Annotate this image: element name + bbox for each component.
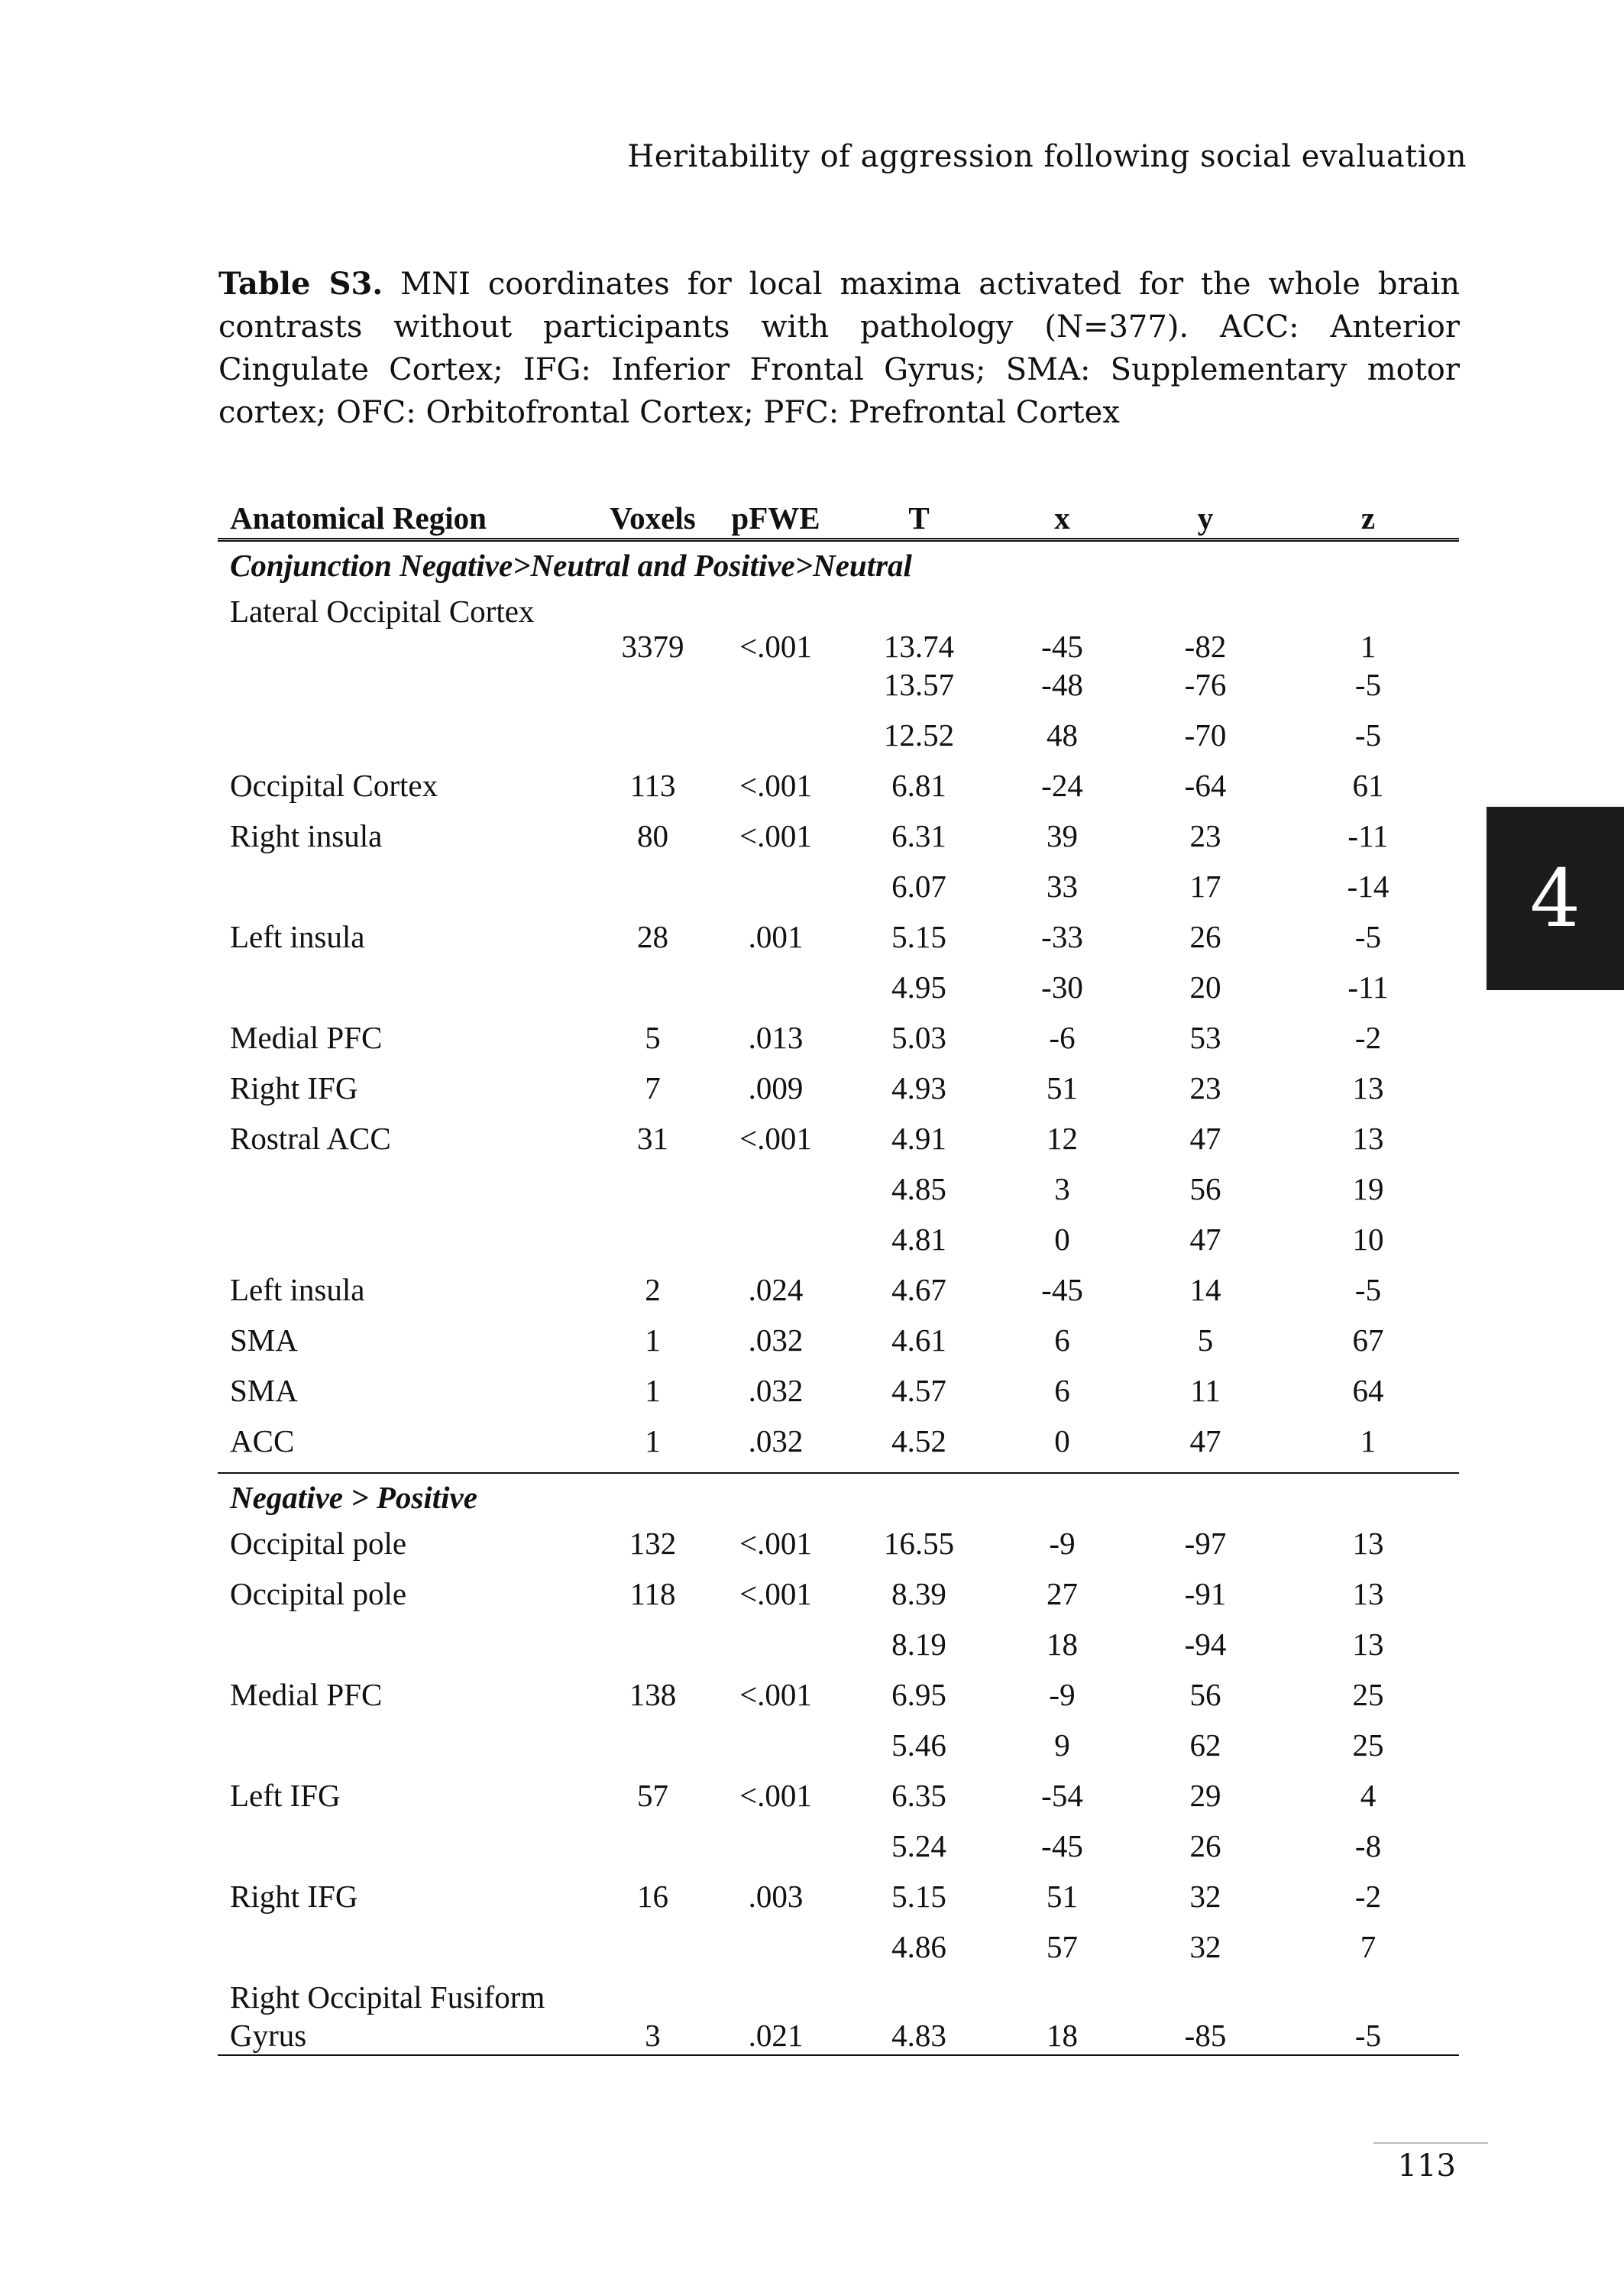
cell-voxels xyxy=(601,1625,704,1675)
cell-x: 6 xyxy=(1054,1373,1070,1408)
cell-pfwe xyxy=(704,1625,847,1675)
header-voxels: Voxels xyxy=(601,489,704,540)
header-pfwe: pFWE xyxy=(704,489,847,540)
cell-x: -9 xyxy=(1049,1526,1076,1561)
footer-rule xyxy=(1373,2142,1488,2144)
cell-x: 12 xyxy=(1047,1121,1078,1156)
cell-t: 8.39 xyxy=(891,1576,946,1611)
cell-y: -94 xyxy=(1184,1627,1227,1662)
table-row xyxy=(218,592,1459,665)
cell-voxels: 1 xyxy=(601,1422,704,1473)
header-t: T xyxy=(847,489,991,540)
cell-voxels: 1 xyxy=(645,1373,661,1408)
cell-region: SMA xyxy=(230,1373,298,1408)
cell-y: 23 xyxy=(1189,1070,1221,1106)
header-z: z xyxy=(1277,489,1459,540)
cell-region: Right insula xyxy=(230,818,383,853)
cell-region xyxy=(218,1928,601,1978)
cell-y: 32 xyxy=(1189,1879,1221,1914)
table-row xyxy=(218,1928,1459,1978)
cell-y: 23 xyxy=(1189,818,1221,853)
cell-x: -48 xyxy=(1041,667,1083,702)
cell-t: 4.95 xyxy=(891,970,946,1005)
table-row xyxy=(218,1170,1459,1220)
cell-y: 26 xyxy=(1189,1828,1221,1863)
cell-y: -64 xyxy=(1184,768,1227,803)
cell-voxels: 57 xyxy=(637,1778,668,1813)
cell-region xyxy=(218,968,601,1018)
cell-z: 13 xyxy=(1352,1070,1384,1106)
cell-region: Left insula xyxy=(230,919,365,954)
cell-t: 6.07 xyxy=(891,869,946,904)
cell-x: -24 xyxy=(1041,768,1083,803)
cell-voxels xyxy=(601,1726,704,1776)
cell-z: -2 xyxy=(1354,1020,1382,1055)
header-x: x xyxy=(991,489,1134,540)
cell-t: 4.93 xyxy=(891,1070,946,1106)
cell-pfwe: <.001 xyxy=(739,1778,812,1813)
cell-z: -11 xyxy=(1347,970,1389,1005)
cell-t: 5.03 xyxy=(891,1020,946,1055)
cell-region xyxy=(218,1726,601,1776)
cell-z: 4 xyxy=(1360,1778,1377,1813)
cell-y: 62 xyxy=(1189,1727,1221,1763)
table-row xyxy=(218,1069,1459,1119)
cell-y: 26 xyxy=(1189,919,1221,954)
cell-z: 61 xyxy=(1352,768,1384,803)
cell-t: 6.95 xyxy=(891,1677,946,1712)
cell-voxels xyxy=(601,1220,704,1271)
cell-t: 8.19 xyxy=(891,1627,946,1662)
table-row xyxy=(218,1018,1459,1069)
cell-t: 12.52 xyxy=(883,717,955,753)
cell-y: 53 xyxy=(1189,1020,1221,1055)
cell-x: 6 xyxy=(1054,1322,1070,1358)
table-row xyxy=(218,1321,1459,1371)
cell-pfwe: .021 xyxy=(704,1978,847,2055)
cell-t: 13.57 xyxy=(883,667,955,702)
cell-pfwe: <.001 xyxy=(739,1576,812,1611)
cell-voxels xyxy=(601,1928,704,1978)
cell-y: -91 xyxy=(1184,1576,1227,1611)
cell-x: 51 xyxy=(1047,1879,1078,1914)
cell-x: 27 xyxy=(1047,1576,1078,1611)
cell-pfwe: .009 xyxy=(748,1070,804,1106)
cell-x: -45 xyxy=(1041,1828,1083,1863)
cell-x: 33 xyxy=(1047,869,1078,904)
cell-x: 3 xyxy=(1054,1171,1070,1206)
table-header-row xyxy=(218,489,1459,540)
cell-t: 4.61 xyxy=(891,1322,946,1358)
cell-y: 56 xyxy=(1189,1677,1221,1712)
cell-voxels: 2 xyxy=(645,1272,661,1307)
cell-z: 25 xyxy=(1352,1727,1384,1763)
section-title: Conjunction Negative>Neutral and Positive>Neutral xyxy=(230,548,912,583)
cell-voxels: 113 xyxy=(629,768,676,803)
cell-region: Occipital pole xyxy=(230,1576,407,1611)
header-anatomical-region: Anatomical Region xyxy=(218,489,601,540)
section-row xyxy=(218,540,1459,593)
cell-region: ACC xyxy=(218,1422,601,1473)
mni-coordinates-table xyxy=(218,489,1459,2056)
cell-x: 18 xyxy=(1047,1627,1078,1662)
cell-region: Medial PFC xyxy=(230,1020,383,1055)
cell-z: -11 xyxy=(1347,818,1389,853)
table-row xyxy=(218,1675,1459,1726)
cell-region: Occipital pole xyxy=(230,1526,407,1561)
cell-pfwe: <.001 xyxy=(739,1121,812,1156)
cell-x: 0 xyxy=(1054,1222,1070,1257)
cell-voxels: 1 xyxy=(645,1322,661,1358)
cell-y: 5 xyxy=(1197,1322,1214,1358)
caption-text: MNI coordinates for local maxima activated for the whole brain contrasts without participants with pathology (N=377). ACC: Anterior Cingulate Cortex; IFG: Inferior Frontal Gyrus; SMA: Supplementary motor cortex; OFC: Orbitofrontal Cortex; PFC: Prefrontal Cortex xyxy=(218,267,1460,430)
cell-y: 14 xyxy=(1189,1272,1221,1307)
cell-t: 6.31 xyxy=(891,818,946,853)
cell-pfwe xyxy=(704,665,847,716)
cell-pfwe: .032 xyxy=(748,1373,804,1408)
cell-t: 4.52 xyxy=(847,1422,991,1473)
table-row xyxy=(218,766,1459,817)
cell-y: 11 xyxy=(1190,1373,1221,1408)
cell-z: 10 xyxy=(1352,1222,1384,1257)
cell-pfwe: .001 xyxy=(748,919,804,954)
cell-z: -5 xyxy=(1277,1978,1459,2055)
table-row xyxy=(218,918,1459,968)
cell-x: -45 xyxy=(1041,629,1083,664)
cell-t: 4.67 xyxy=(891,1272,946,1307)
cell-z: 1 xyxy=(1277,1422,1459,1473)
cell-y: -97 xyxy=(1184,1526,1227,1561)
table-row xyxy=(218,1524,1459,1575)
cell-y: -85 xyxy=(1134,1978,1277,2055)
cell-x: 48 xyxy=(1047,717,1078,753)
cell-pfwe: <.001 xyxy=(739,1677,812,1712)
cell-pfwe xyxy=(704,968,847,1018)
table-row xyxy=(218,1422,1459,1473)
cell-y: -70 xyxy=(1184,717,1227,753)
cell-pfwe: .003 xyxy=(748,1879,804,1914)
cell-t: 5.15 xyxy=(891,919,946,954)
cell-x: -54 xyxy=(1041,1778,1083,1813)
cell-y: 20 xyxy=(1189,970,1221,1005)
table-body xyxy=(218,540,1459,2056)
cell-y: 47 xyxy=(1189,1222,1221,1257)
cell-t: 5.46 xyxy=(891,1727,946,1763)
cell-region: SMA xyxy=(230,1322,298,1358)
cell-t: 4.83 xyxy=(847,1978,991,2055)
cell-z: -2 xyxy=(1354,1879,1382,1914)
cell-z: 13 xyxy=(1352,1576,1384,1611)
cell-z: 25 xyxy=(1352,1677,1384,1712)
cell-region xyxy=(218,867,601,918)
cell-z: -14 xyxy=(1347,869,1389,904)
table-row xyxy=(218,716,1459,766)
cell-t: 6.81 xyxy=(891,768,946,803)
cell-x: -6 xyxy=(1049,1020,1076,1055)
table-row xyxy=(218,1726,1459,1776)
table-row xyxy=(218,1625,1459,1675)
cell-pfwe xyxy=(704,716,847,766)
cell-x: 39 xyxy=(1047,818,1078,853)
cell-x: 51 xyxy=(1047,1070,1078,1106)
cell-pfwe: <.001 xyxy=(739,1526,812,1561)
table-row xyxy=(218,1371,1459,1422)
cell-region xyxy=(218,665,601,716)
cell-pfwe: <.001 xyxy=(739,818,812,853)
chapter-tab: 4 xyxy=(1487,807,1624,990)
cell-t: 4.91 xyxy=(891,1121,946,1156)
cell-z: -8 xyxy=(1354,1828,1382,1863)
cell-voxels: 138 xyxy=(629,1677,677,1712)
cell-pfwe: .032 xyxy=(748,1322,804,1358)
cell-region xyxy=(218,1170,601,1220)
cell-z: 19 xyxy=(1352,1171,1384,1206)
cell-pfwe xyxy=(704,1170,847,1220)
table-row xyxy=(218,1877,1459,1928)
cell-t: 4.85 xyxy=(891,1171,946,1206)
cell-voxels xyxy=(601,1827,704,1877)
cell-region: Medial PFC xyxy=(230,1677,383,1712)
cell-z: 1 xyxy=(1360,629,1377,664)
cell-y: 56 xyxy=(1189,1171,1221,1206)
cell-t: 5.15 xyxy=(891,1879,946,1914)
table-caption xyxy=(218,263,1460,434)
cell-x: -33 xyxy=(1041,919,1083,954)
cell-voxels: 118 xyxy=(629,1576,676,1611)
cell-pfwe: <.001 xyxy=(739,768,812,803)
cell-z: -5 xyxy=(1354,667,1382,702)
cell-pfwe xyxy=(704,1827,847,1877)
table-row xyxy=(218,867,1459,918)
cell-voxels: 132 xyxy=(629,1526,677,1561)
cell-voxels: 16 xyxy=(637,1879,668,1914)
table-row xyxy=(218,1119,1459,1170)
cell-x: 0 xyxy=(991,1422,1134,1473)
table-row xyxy=(218,1827,1459,1877)
cell-pfwe xyxy=(704,867,847,918)
cell-y: 17 xyxy=(1189,869,1221,904)
cell-voxels: 7 xyxy=(645,1070,661,1106)
table-row xyxy=(218,817,1459,867)
cell-z: -5 xyxy=(1354,919,1382,954)
table-row xyxy=(218,665,1459,716)
cell-t: 16.55 xyxy=(883,1526,955,1561)
cell-region: Left IFG xyxy=(230,1778,341,1813)
cell-pfwe: .032 xyxy=(704,1422,847,1473)
cell-voxels xyxy=(601,1170,704,1220)
cell-voxels xyxy=(601,968,704,1018)
cell-voxels xyxy=(601,716,704,766)
cell-region: Left insula xyxy=(230,1272,365,1307)
cell-y: -82 xyxy=(1184,629,1227,664)
cell-pfwe xyxy=(704,1928,847,1978)
cell-z: 64 xyxy=(1352,1373,1384,1408)
cell-x: -30 xyxy=(1041,970,1083,1005)
cell-y: 32 xyxy=(1189,1929,1221,1964)
cell-pfwe: <.001 xyxy=(739,629,812,664)
cell-region xyxy=(218,1625,601,1675)
section-row xyxy=(218,1473,1459,1524)
cell-z: 7 xyxy=(1360,1929,1377,1964)
cell-voxels xyxy=(601,665,704,716)
running-header: Heritability of aggression following social evaluation xyxy=(627,139,1467,174)
table-row xyxy=(218,1978,1459,2055)
cell-t: 4.86 xyxy=(891,1929,946,1964)
table-row xyxy=(218,1575,1459,1625)
cell-region: Rostral ACC xyxy=(230,1121,391,1156)
cell-region xyxy=(218,1827,601,1877)
cell-z: -5 xyxy=(1354,717,1382,753)
cell-voxels: 3 xyxy=(601,1978,704,2055)
header-y: y xyxy=(1134,489,1277,540)
cell-region: Right IFG xyxy=(230,1070,358,1106)
table-row xyxy=(218,1220,1459,1271)
cell-x: 57 xyxy=(1047,1929,1078,1964)
table-row xyxy=(218,1271,1459,1321)
cell-voxels: 31 xyxy=(637,1121,668,1156)
cell-x: 9 xyxy=(1054,1727,1070,1763)
table-row xyxy=(218,968,1459,1018)
cell-t: 6.35 xyxy=(891,1778,946,1813)
cell-z: 67 xyxy=(1352,1322,1384,1358)
cell-region: Right IFG xyxy=(230,1879,358,1914)
cell-y: 47 xyxy=(1189,1121,1221,1156)
cell-t: 5.24 xyxy=(891,1828,946,1863)
cell-voxels: 80 xyxy=(637,818,668,853)
cell-region xyxy=(218,716,601,766)
cell-z: -5 xyxy=(1354,1272,1382,1307)
cell-y: 47 xyxy=(1134,1422,1277,1473)
caption-label: Table S3. xyxy=(218,266,383,302)
cell-x: 18 xyxy=(991,1978,1134,2055)
cell-voxels: 5 xyxy=(645,1020,661,1055)
cell-pfwe xyxy=(704,1220,847,1271)
cell-pfwe xyxy=(704,1726,847,1776)
cell-x: -9 xyxy=(1049,1677,1076,1712)
cell-voxels: 28 xyxy=(637,919,668,954)
cell-pfwe: .013 xyxy=(748,1020,804,1055)
cell-region: Lateral Occipital Cortex xyxy=(230,594,535,629)
cell-region: Occipital Cortex xyxy=(230,768,438,803)
cell-voxels: 3379 xyxy=(621,629,684,664)
cell-voxels xyxy=(601,867,704,918)
cell-pfwe: .024 xyxy=(748,1272,804,1307)
section-title: Negative > Positive xyxy=(230,1480,477,1515)
cell-t: 4.57 xyxy=(891,1373,946,1408)
cell-t: 13.74 xyxy=(883,629,955,664)
cell-z: 13 xyxy=(1352,1627,1384,1662)
cell-y: -76 xyxy=(1184,667,1227,702)
cell-x: -45 xyxy=(1041,1272,1083,1307)
cell-region xyxy=(218,1220,601,1271)
cell-z: 13 xyxy=(1352,1121,1384,1156)
table-row xyxy=(218,1776,1459,1827)
cell-y: 29 xyxy=(1189,1778,1221,1813)
cell-t: 4.81 xyxy=(891,1222,946,1257)
cell-z: 13 xyxy=(1352,1526,1384,1561)
cell-region: Right Occipital Fusiform Gyrus xyxy=(218,1978,601,2055)
page-number: 113 xyxy=(1397,2148,1456,2184)
